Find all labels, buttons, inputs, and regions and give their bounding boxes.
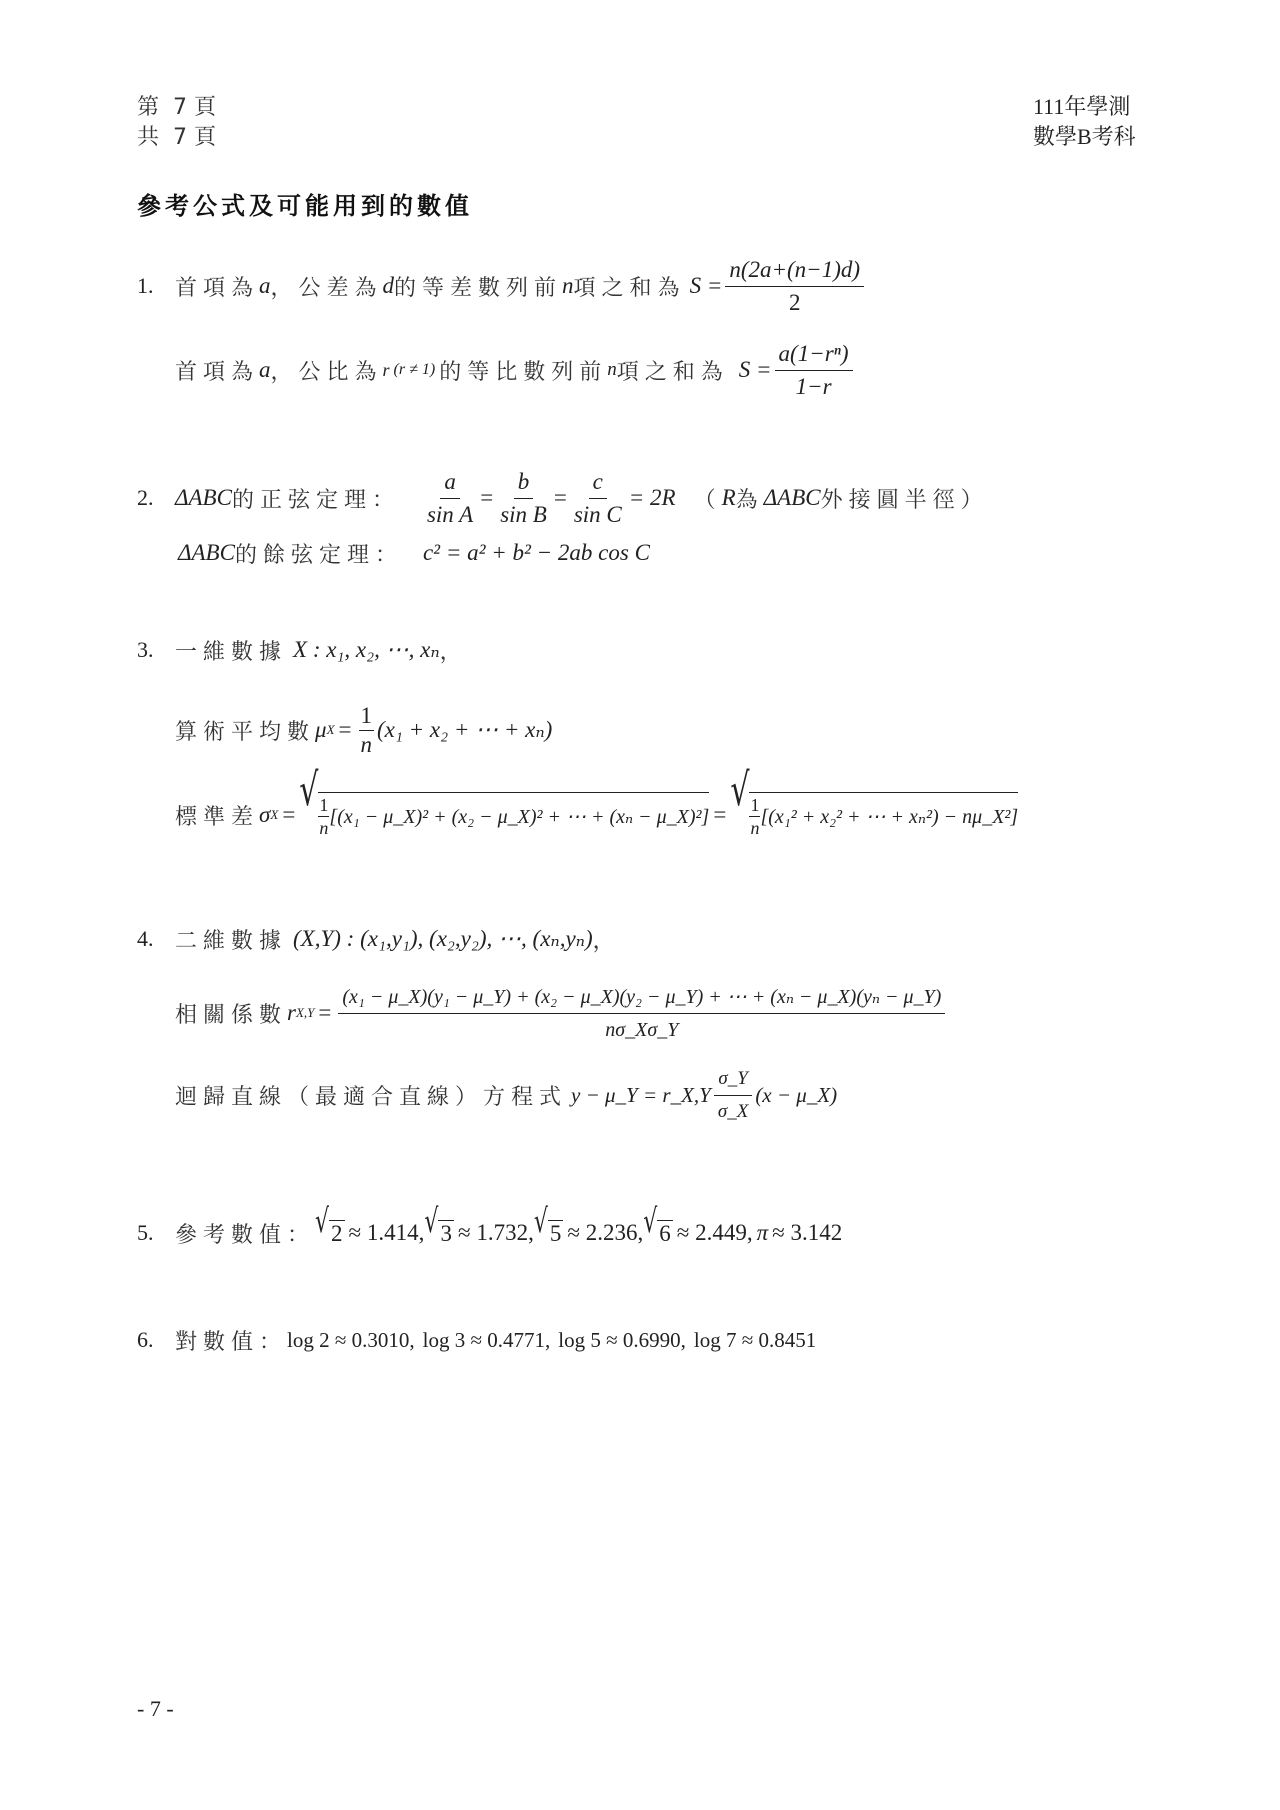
fraction — [338, 984, 945, 1043]
text: 相關係數 — [175, 1002, 288, 1028]
text: 對數值： — [175, 1329, 288, 1355]
item-number: 3. — [137, 637, 154, 662]
pi: π — [756, 1220, 769, 1245]
text: ，公差為 — [270, 275, 383, 301]
log-2: log 2 ≈ 0.3010, — [287, 1327, 415, 1352]
subject-name-text: 數學B考科 — [1033, 124, 1136, 149]
log-values — [137, 1320, 816, 1360]
numerator: 1 — [359, 703, 375, 731]
fraction — [714, 1066, 752, 1125]
cosine-formula: c² = a² + b² − 2ab cos C — [422, 540, 650, 565]
numerator: 1 — [750, 795, 760, 815]
text: 二維數據 — [175, 928, 288, 954]
denominator: sin C — [573, 501, 622, 527]
paren: （ — [693, 487, 722, 513]
sum-expression: (x₁ + x₂ + ⋯ + xₙ) — [377, 717, 553, 742]
item-number: 6. — [137, 1327, 154, 1352]
radicand: 2 — [331, 1220, 343, 1246]
item-number: 2. — [137, 485, 154, 510]
triangle-abc: ΔABC — [763, 485, 821, 510]
mu: μ — [315, 717, 327, 742]
denominator: sin A — [426, 501, 474, 527]
r: r — [287, 1000, 296, 1025]
text: 的等比數列前 — [439, 359, 608, 385]
radicand: 5 — [549, 1220, 562, 1246]
approx-value: ≈ 1.732 — [457, 1220, 529, 1245]
denominator: 2 — [788, 289, 801, 315]
radicand: 6 — [659, 1220, 671, 1246]
page-current — [137, 92, 216, 123]
text: 外接圓半徑 — [820, 487, 961, 513]
fraction — [318, 795, 329, 838]
fraction — [423, 469, 477, 528]
paren: ） — [960, 487, 989, 513]
formula-cosine-law — [178, 533, 650, 573]
numerator: a — [440, 469, 460, 499]
denominator: 1−r — [795, 373, 832, 399]
square-root — [299, 764, 710, 838]
var-S: S = — [689, 273, 723, 298]
page-total-text: 共 7 頁 — [137, 125, 216, 150]
formula-mean: 算術平均數 μ X = $\frac{1}{n}$ (x₁ + x₂ + ⋯ + xₙ) — [175, 702, 553, 757]
numerator: a(1−rⁿ) — [775, 341, 853, 371]
subject-name — [1033, 122, 1136, 152]
sqrt-2: √ 2 — [315, 1203, 343, 1246]
approx-value: ≈ 3.142 — [772, 1220, 843, 1245]
numerator: σ_Y — [714, 1066, 751, 1096]
triangle-abc: ΔABC — [175, 485, 232, 510]
one-dimensional-data — [137, 630, 468, 670]
two-dimensional-data — [137, 919, 621, 959]
fraction — [775, 341, 853, 400]
text: 算術平均數 — [175, 719, 316, 745]
numerator: 1 — [319, 795, 329, 815]
approx-value: ≈ 1.414 — [348, 1220, 419, 1245]
item-number: 1. — [137, 273, 154, 298]
text: 的等差數列前 — [394, 275, 563, 301]
var-n: n — [562, 273, 574, 298]
denominator: sin B — [500, 501, 547, 527]
sqrt-3: √ 3 — [424, 1203, 452, 1246]
page-total — [137, 122, 216, 153]
numerator: b — [514, 469, 534, 499]
exam-name-text: 111年學測 — [1033, 94, 1131, 119]
text: 首項為 — [175, 275, 260, 301]
denominator: n — [360, 731, 372, 757]
text: 項之和為 — [573, 275, 686, 301]
sqrt-5: √ 5 — [533, 1203, 562, 1246]
text: 項之和為 — [616, 359, 729, 385]
text: ，公比為 — [270, 359, 383, 385]
denominator: nσ_Xσ_Y — [605, 1018, 679, 1041]
fraction — [570, 469, 626, 528]
data-set: (X,Y) : (x₁,y₁), (x₂,y₂), ⋯, (xₙ,yₙ) — [293, 926, 593, 951]
eq-2R: = 2R — [628, 485, 676, 510]
radical-sign-icon: √ — [730, 764, 750, 817]
formula-geometric-series — [175, 340, 856, 399]
comma: ， — [439, 639, 468, 665]
formula-regression-line — [175, 1067, 838, 1122]
sd-expression-2: [(x₁² + x₂² + ⋯ + xₙ²) − nμ_X²] — [760, 806, 1019, 828]
var-d: d — [382, 273, 395, 298]
approx-value: ≈ 2.236 — [567, 1220, 638, 1245]
page-current-text: 第 7 頁 — [137, 95, 216, 120]
sd-expression-1: [(x₁ − μ_X)² + (x₂ − μ_X)² + ⋯ + (xₙ − μ_X)²] — [329, 806, 710, 828]
regression-lhs: y − μ_Y = r_X,Y — [571, 1082, 711, 1107]
text: 迴歸直線（最適合直線）方程式 — [175, 1084, 568, 1110]
footer-page-number: - 7 - — [137, 1696, 174, 1721]
sigma: σ — [259, 802, 271, 827]
formula-correlation: 相關係數 r X,Y = (x₁ − μ_X)(y₁ − μ_Y) + (x₂ − μ_X)(y₂ − μ_Y) + ⋯ + (xₙ − μ_X)(yₙ − μ_Y) nσ_Xσ_Y — [175, 993, 948, 1033]
numerator: (x₁ − μ_X)(y₁ − μ_Y) + (x₂ − μ_X)(y₂ − μ_Y) + ⋯ + (xₙ − μ_X)(yₙ − μ_Y) — [338, 984, 945, 1014]
radical-sign-icon: √ — [299, 764, 319, 817]
text: 參考數值： — [175, 1222, 316, 1248]
numerator: n(2a+(n−1)d) — [725, 257, 864, 287]
denominator: n — [750, 818, 760, 838]
fraction — [725, 257, 864, 316]
var-r: r — [382, 359, 390, 380]
triangle-abc: ΔABC — [178, 540, 235, 565]
approx-value: ≈ 2.449 — [676, 1220, 747, 1245]
formula-arithmetic-series — [137, 256, 867, 315]
data-set: X : x₁, x₂, ⋯, xₙ — [293, 637, 440, 662]
radicand: 3 — [440, 1220, 452, 1246]
var-a: a — [259, 357, 271, 382]
denominator: n — [319, 818, 329, 838]
fraction — [749, 795, 760, 838]
text: 標準差 — [175, 804, 260, 830]
var-n: n — [607, 359, 617, 380]
formula-sine-law: 2. ΔABC 的正弦定理： $\frac{a}{\text{sin A}}$ = $\frac{b}{\text{sin B}}$ = $\frac{c}{\text{sin C}}$ = 2R （ R 為 ΔABC 外接圓半徑 ） — [137, 468, 989, 527]
denominator: σ_X — [717, 1100, 749, 1122]
text: 首項為 — [175, 359, 260, 385]
fraction — [359, 703, 375, 758]
exam-name — [1033, 92, 1130, 122]
var-R: R — [721, 485, 736, 510]
square-root — [730, 764, 1019, 838]
log-3: log 3 ≈ 0.4771, — [422, 1327, 551, 1352]
var-a: a — [259, 273, 271, 298]
comma: ， — [592, 928, 621, 954]
formula-standard-deviation: 標準差 σ X = √ $\frac{1}{n}$ [(x₁ − μ_X)² + (x₂ − μ_X)² + ⋯ + (xₙ − μ_X)²] = √ $\frac{1}{n}$ [(x₁² + x₂² + ⋯ + xₙ²) − nμ_X²] — [175, 764, 1019, 838]
numerator: c — [589, 469, 607, 499]
subscript: X,Y — [295, 1005, 315, 1020]
subscript: X — [270, 807, 279, 822]
item-number: 5. — [137, 1220, 154, 1245]
fraction — [496, 469, 551, 528]
log-7: log 7 ≈ 0.8451 — [693, 1327, 817, 1352]
sqrt-6: √ 6 — [643, 1203, 671, 1246]
log-5: log 5 ≈ 0.6990, — [558, 1327, 686, 1352]
var-S: S = — [738, 357, 772, 382]
reference-values: 5. 參考數值： √ 2 ≈ 1.414 , √ 3 ≈ 1.732 , √ 5 ≈ 2.236 , √ 6 ≈ 2.449 , π ≈ 3.142 — [137, 1203, 843, 1248]
text: 的餘弦定理： — [234, 542, 403, 568]
page-title: 參考公式及可能用到的數值 — [137, 192, 473, 220]
condition: (r ≠ 1) — [393, 361, 436, 378]
item-number: 4. — [137, 926, 154, 951]
text: 為 — [735, 487, 764, 513]
subscript: X — [326, 722, 335, 737]
text: 一維數據 — [175, 639, 288, 665]
regression-rhs: (x − μ_X) — [755, 1082, 838, 1107]
text: 的正弦定理： — [231, 487, 400, 513]
